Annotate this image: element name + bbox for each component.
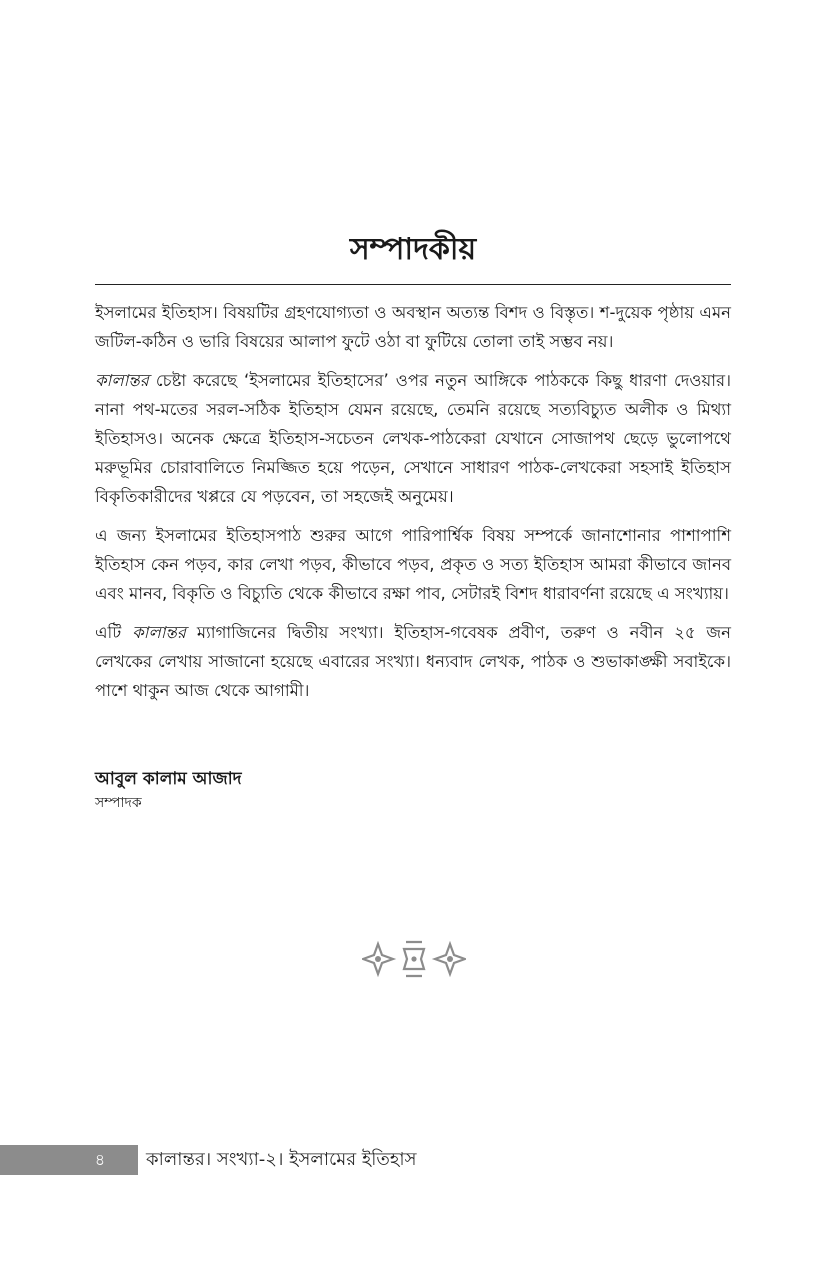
paragraph-4-prefix: এটি (95, 623, 133, 642)
magazine-name: কালান্তর (132, 623, 186, 642)
running-title: কালান্তর। সংখ্যা-২। ইসলামের ইতিহাস (146, 1149, 417, 1170)
paragraph-4-text: ম্যাগাজিনের দ্বিতীয় সংখ্যা। ইতিহাস-গবেষক প্রবীণ, তরুণ ও নবীন ২৫ জন লেখকের লেখায় সাজানো হয়েছে এবারের সংখ্যা। ধন্যবাদ লেখক, পাঠক ও শুভাকাঙ্ক্ষী সবাইকে। পাশে থাকুন আজ থেকে আগামী। (95, 623, 732, 700)
magazine-name: কালান্তর (95, 371, 149, 390)
signature-block (95, 766, 242, 814)
author-name: আবুল কালাম আজাদ (95, 769, 242, 789)
ornament-stars-icon (362, 938, 466, 980)
page-number: ৪ (94, 1150, 106, 1169)
editorial-body (95, 298, 731, 715)
paragraph-4 (95, 618, 731, 705)
page-title: সম্পাদকীয় (349, 232, 477, 267)
paragraph-2-text: চেষ্টা করেছে ‘ইসলামের ইতিহাসের’ ওপর নতুন আঙ্গিকে পাঠককে কিছু ধারণা দেওয়ার। নানা পথ-মতের সরল-সঠিক ইতিহাস যেমন রয়েছে, তেমনি রয়েছে সত্যবিচ্যুত অলীক ও মিথ্যা ইতিহাসও। অনেক ক্ষেত্রে ইতিহাস-সচেতন লেখক-পাঠকেরা যেখানে সোজাপথ ছেড়ে ভুলোপথে মরুভূমির চোরাবালিতে নিমজ্জিত হয়ে পড়েন, সেখানে সাধারণ পাঠক-লেখকেরা সহসাই ইতিহাস বিকৃতিকারীদের খপ্পরে যে পড়বেন, তা সহজেই অনুমেয়। (95, 371, 731, 506)
title-divider (95, 284, 731, 285)
author-role: সম্পাদক (95, 795, 142, 811)
footer-bar (0, 1145, 138, 1175)
paragraph-3: এ জন্য ইসলামের ইতিহাসপাঠ শুরুর আগে পারিপার্শ্বিক বিষয় সম্পর্কে জানাশোনার পাশাপাশি ইতিহাস কেন পড়ব, কার লেখা পড়ব, কীভাবে পড়ব, প্রকৃত ও সত্য ইতিহাস আমরা কীভাবে জানব এবং মানব, বিকৃতি ও বিচ্যুতি থেকে কীভাবে রক্ষা পাব, সেটারই বিশদ ধারাবর্ণনা রয়েছে এ সংখ্যায়। (95, 526, 731, 603)
paragraph-2 (95, 366, 731, 511)
paragraph-1: ইসলামের ইতিহাস। বিষয়টির গ্রহণযোগ্যতা ও অবস্থান অত্যন্ত বিশদ ও বিস্তৃত। শ-দুয়েক পৃষ্ঠায় এমন জটিল-কঠিন ও ভারি বিষয়ের আলাপ ফুটে ওঠা বা ফুটিয়ে তোলা তাই সম্ভব নয়। (95, 303, 731, 351)
